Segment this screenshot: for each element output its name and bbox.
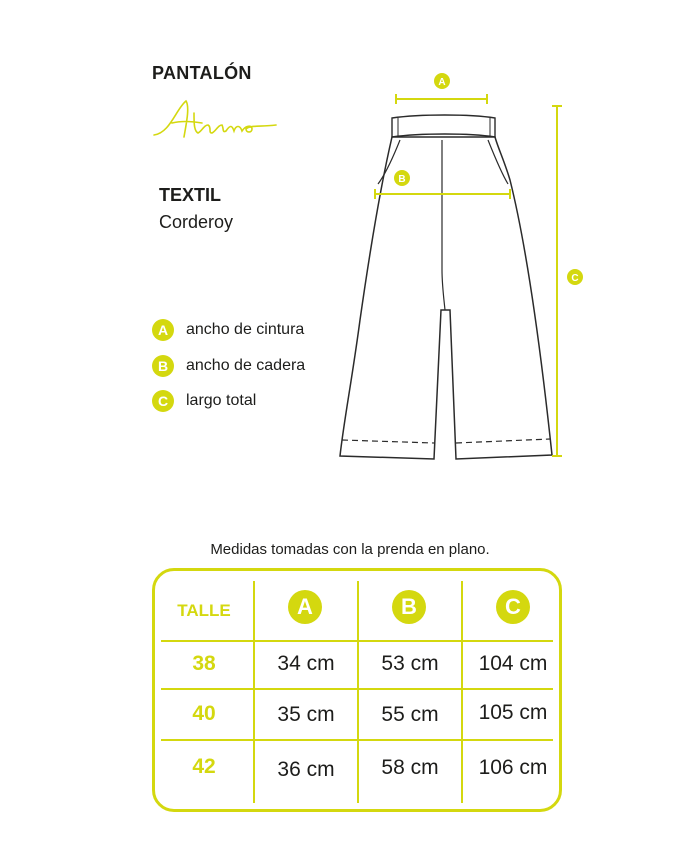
size-header: TALLE — [177, 601, 231, 620]
measure-b-label: B — [398, 174, 406, 185]
badge-a: A — [152, 319, 174, 341]
legend-item-b — [152, 354, 305, 378]
measure-cell: 34 cm — [277, 652, 335, 675]
measure-cell: 36 cm — [277, 758, 335, 781]
table-divider — [161, 640, 553, 642]
measure-a-label: A — [438, 77, 446, 88]
column-badge-b: B — [392, 590, 426, 624]
product-title: PANTALÓN — [152, 63, 252, 83]
measure-cell: 35 cm — [277, 703, 335, 726]
measure-c — [552, 106, 583, 456]
measure-cell: 53 cm — [381, 652, 439, 675]
column-badge-c: C — [496, 590, 530, 624]
measure-a — [396, 73, 487, 104]
measurement-note: Medidas tomadas con la prenda en plano. — [210, 541, 490, 558]
size-cell: 38 — [192, 652, 216, 675]
legend-text-c: largo total — [186, 392, 257, 409]
measure-cell: 104 cm — [478, 652, 548, 675]
size-cell: 40 — [192, 702, 216, 725]
badge-b: B — [152, 355, 174, 377]
table-divider — [161, 688, 553, 690]
table-divider — [161, 739, 553, 741]
pants-diagram — [330, 60, 600, 470]
size-table — [152, 568, 562, 812]
measure-cell: 105 cm — [478, 701, 548, 724]
legend-item-c — [152, 389, 256, 413]
size-cell: 42 — [192, 755, 216, 778]
badge-c: C — [152, 390, 174, 412]
measure-cell: 58 cm — [381, 756, 439, 779]
measure-cell: 55 cm — [381, 703, 439, 726]
brand-logo — [150, 95, 280, 143]
legend-text-a: ancho de cintura — [186, 321, 305, 338]
fabric-value: Corderoy — [159, 212, 234, 232]
legend-item-a — [152, 318, 304, 342]
fabric-label: TEXTIL — [159, 185, 221, 205]
measure-cell: 106 cm — [478, 756, 548, 779]
measure-c-label: C — [571, 273, 579, 284]
legend-text-b: ancho de cadera — [186, 357, 306, 374]
column-badge-a: A — [288, 590, 322, 624]
